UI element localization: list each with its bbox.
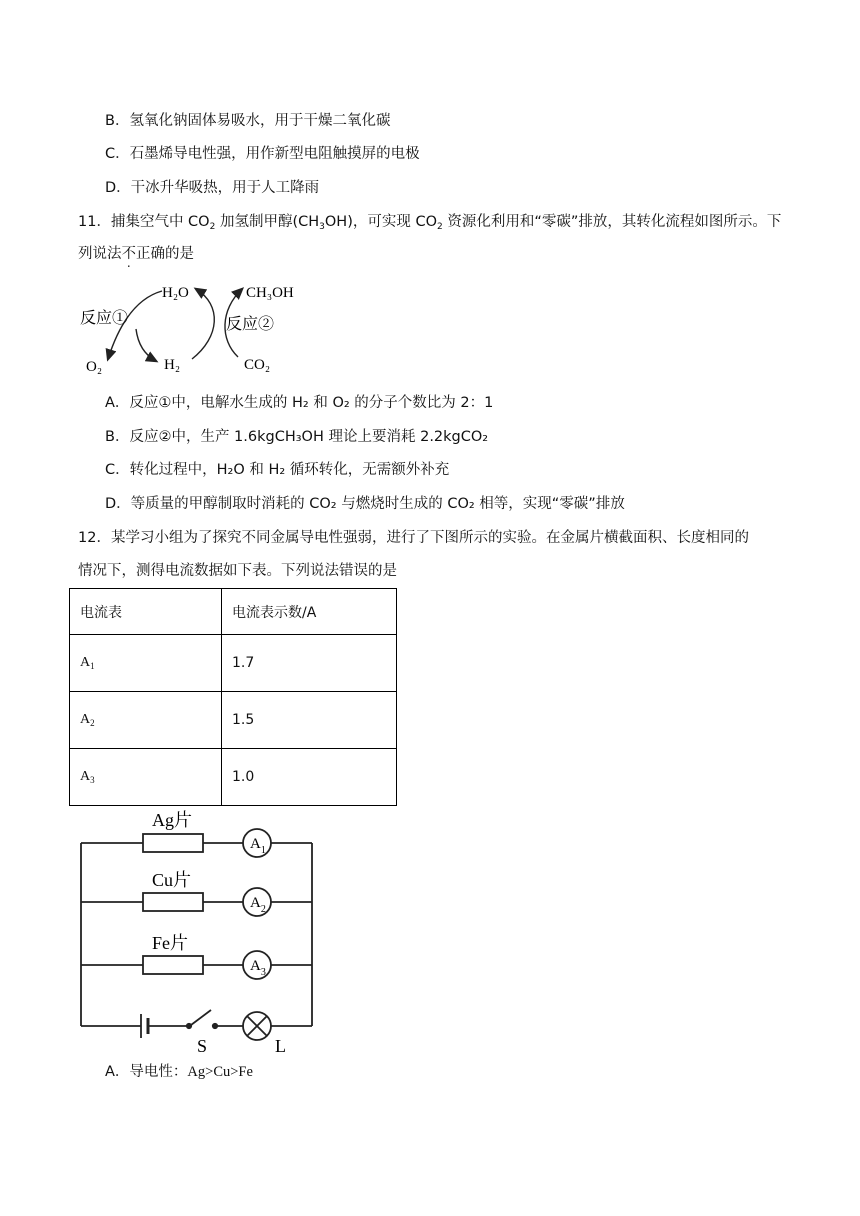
table-cell-meter: $A_2$ xyxy=(70,692,222,749)
q10-option-b: B．氢氧化钠固体易吸水，用于干燥二氧化碳 xyxy=(105,113,391,129)
label-h2o: H₂O xyxy=(162,285,189,301)
label-h2: H₂ xyxy=(164,357,181,373)
label-cu-piece: Cu片 xyxy=(152,870,192,890)
label-co2: CO₂ xyxy=(244,357,271,373)
q12-stem-line1: 12．某学习小组为了探究不同金属导电性强弱，进行了下图所示的实验。在金属片横截面积、长度相同的 xyxy=(78,530,749,546)
q12-stem-line2: 情况下，测得电流数据如下表。下列说法错误的是 xyxy=(78,563,397,579)
arrow-to-h2 xyxy=(136,329,156,361)
switch-blade xyxy=(191,1010,211,1025)
q12-circuit-diagram xyxy=(75,806,325,1056)
emphasis-dot-char: 不 xyxy=(121,246,136,262)
ammeter-a2-label: $A_2$ xyxy=(250,895,266,915)
q10-option-d: D．干冰升华吸热，用于人工降雨 xyxy=(105,180,320,196)
label-o2: O₂ xyxy=(86,359,103,375)
cu-resistor xyxy=(143,893,203,911)
ag-resistor xyxy=(143,834,203,852)
label-fe-piece: Fe片 xyxy=(152,933,188,953)
q11-cycle-diagram xyxy=(70,275,310,380)
q11-option-d: D．等质量的甲醇制取时消耗的 CO₂ 与燃烧时生成的 CO₂ 相等，实现“零碳”排放 xyxy=(105,496,625,512)
table-header-row xyxy=(70,589,397,635)
arrow-h2-to-h2o xyxy=(192,289,214,359)
table-cell-reading: 1.5 xyxy=(222,692,397,749)
q12-current-table xyxy=(69,588,397,806)
q11-option-b: B．反应②中，生产 1.6kgCH₃OH 理论上要消耗 2.2kgCO₂ xyxy=(105,429,489,445)
q11-option-c: C．转化过程中，H₂O 和 H₂ 循环转化，无需额外补充 xyxy=(105,462,450,478)
q10-option-c: C．石墨烯导电性强，用作新型电阻触摸屏的电极 xyxy=(105,146,420,162)
ammeter-a3-label: $A_3$ xyxy=(250,958,266,978)
ammeter-a1-label: $A_1$ xyxy=(250,836,266,856)
label-reaction-1: 反应① xyxy=(80,310,129,327)
label-reaction-2: 反应② xyxy=(226,316,275,333)
q11-option-a: A．反应①中，电解水生成的 H₂ 和 O₂ 的分子个数比为 2：1 xyxy=(105,395,494,411)
q12-option-a: A．导电性：Ag>Cu>Fe xyxy=(105,1064,253,1080)
q11-stem-line1: 11．捕集空气中 $CO_2$ 加氢制甲醇$(CH_3OH)$，可实现 $CO_2$ 资源化利用和“零碳”排放，其转化流程如图所示。下 xyxy=(78,214,782,232)
table-cell-meter: $A_3$ xyxy=(70,749,222,806)
table-row xyxy=(70,635,397,692)
table-cell-reading: 1.0 xyxy=(222,749,397,806)
q11-stem-line2: 列说法不正确的是 xyxy=(78,246,194,262)
label-switch-s: S xyxy=(197,1036,208,1056)
label-ag-piece: Ag片 xyxy=(152,810,192,830)
table-row xyxy=(70,749,397,806)
table-cell-reading: 1.7 xyxy=(222,635,397,692)
table-header-reading: 电流表示数/A xyxy=(222,589,397,635)
label-ch3oh: CH₃OH xyxy=(246,285,294,301)
label-lamp-l: L xyxy=(275,1036,286,1056)
fe-resistor xyxy=(143,956,203,974)
table-header-meter: 电流表 xyxy=(70,589,222,635)
table-cell-meter: $A_1$ xyxy=(70,635,222,692)
table-row xyxy=(70,692,397,749)
